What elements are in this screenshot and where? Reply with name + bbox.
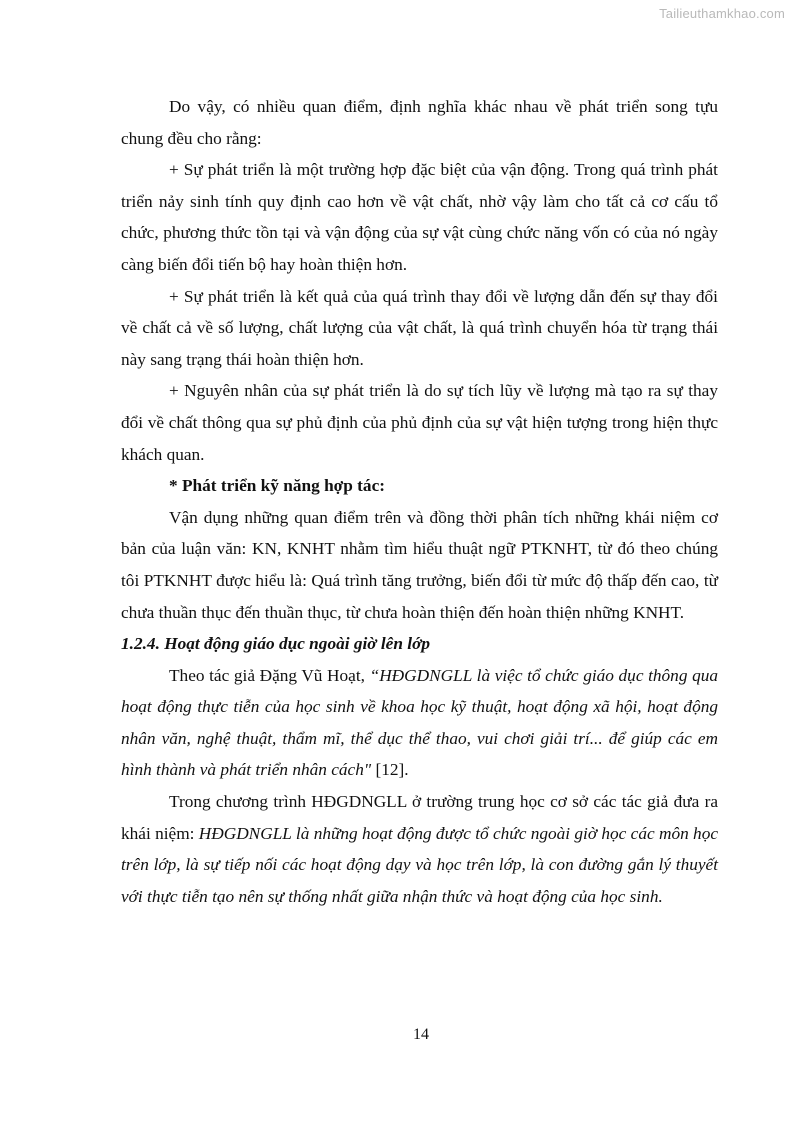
paragraph-intro: Do vậy, có nhiều quan điểm, định nghĩa khác nhau về phát triển song tựu chung đều cho rằng:	[121, 97, 718, 148]
section-heading: 1.2.4. Hoạt động giáo dục ngoài giờ lên lớp	[121, 634, 430, 654]
paragraph-quote	[121, 660, 718, 786]
concept-definition: HĐGDNGLL là những hoạt động được tổ chức ngoài giờ học các môn học trên lớp, là sự tiếp nối các hoạt động dạy và học trên lớp, là con đường gắn lý thuyết với thực tiễn tạo nên sự thống nhất giữa nhận thức và hoạt động của học sinh.	[121, 823, 719, 906]
page-number: 14	[413, 1026, 429, 1043]
watermark: Tailieuthamkhao.com	[659, 6, 785, 21]
paragraph-point-1: + Sự phát triển là một trường hợp đặc biệt của vận động. Trong quá trình phát triển nảy sinh tính quy định cao hơn về vật chất, nhờ vậy làm cho tất cả cơ cấu tổ chức, phương thức tồn tại và vận động của sự vật cùng chức năng vốn có của nó ngày càng biến đổi tiến bộ hay hoàn thiện hơn.	[121, 160, 718, 274]
concept-intro: Trong chương trình HĐGDNGLL ở trường trung học cơ sở các tác giả đưa ra khái niệm:	[121, 792, 718, 843]
subheading-cooperation-skill: * Phát triển kỹ năng hợp tác:	[169, 476, 385, 496]
quote-text: “HĐGDNGLL là việc tổ chức giáo dục thông qua hoạt động thực tiễn của học sinh về khoa học kỹ thuật, hoạt động xã hội, hoạt động nhân văn, nghệ thuật, thẩm mĩ, thể dục thể thao, vui chơi giải trí... để giúp các em hình thành và phát triển nhân cách"	[121, 665, 718, 780]
paragraph-concept	[121, 786, 718, 912]
paragraph-point-3: + Nguyên nhân của sự phát triển là do sự tích lũy về lượng mà tạo ra sự thay đổi về chất thông qua sự phủ định của phủ định của sự vật hiện tượng trong hiện thực khách quan.	[121, 381, 718, 464]
citation: [12].	[371, 760, 409, 780]
paragraph-point-2: + Sự phát triển là kết quả của quá trình thay đổi về lượng dẫn đến sự thay đổi về chất cả về số lượng, chất lượng của vật chất, là quá trình chuyển hóa từ trạng thái này sang trạng thái hoàn thiện hơn.	[121, 286, 718, 369]
quote-intro: Theo tác giả Đặng Vũ Hoạt,	[169, 665, 370, 685]
document-body	[121, 91, 718, 912]
paragraph-definition: Vận dụng những quan điểm trên và đồng thời phân tích những khái niệm cơ bản của luận văn: KN, KNHT nhằm tìm hiểu thuật ngữ PTKNHT, từ đó theo chúng tôi PTKNHT được hiểu là: Quá trình tăng trưởng, biến đổi từ mức độ thấp đến cao, từ chưa thuần thục đến thuần thục, từ chưa hoàn thiện đến hoàn thiện những KNHT.	[121, 507, 718, 622]
